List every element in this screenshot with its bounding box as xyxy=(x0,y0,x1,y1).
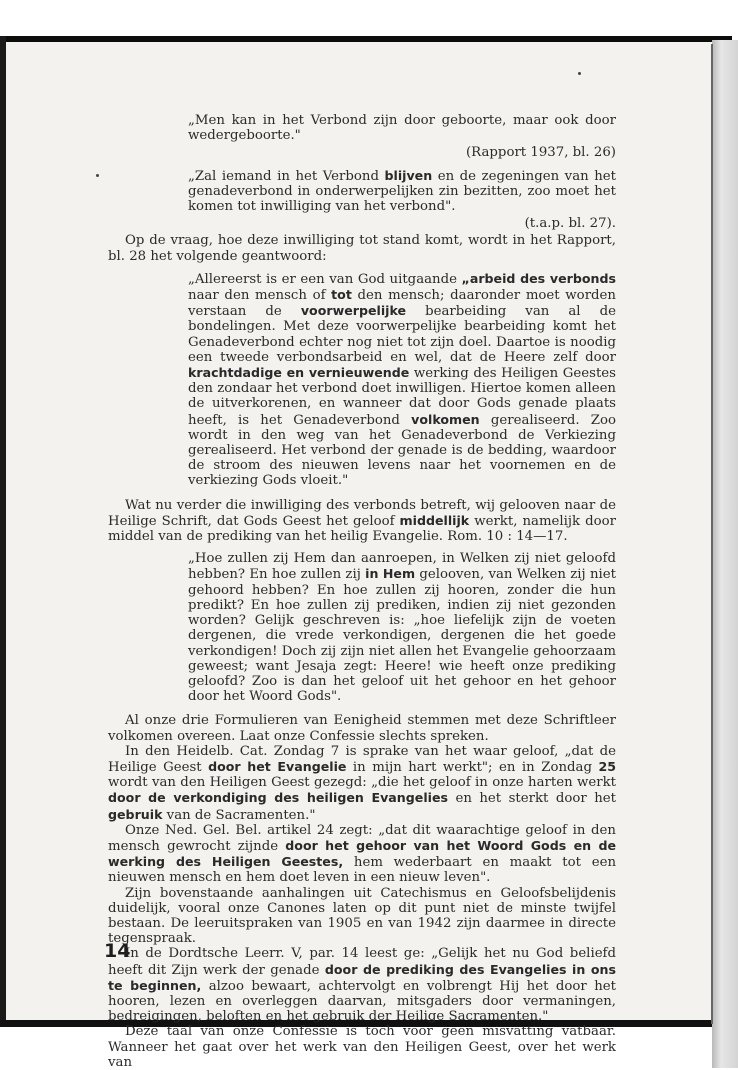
emphasis-text: middellijk xyxy=(399,512,470,528)
emphasis-text: tot xyxy=(331,287,352,303)
book-edge xyxy=(712,40,738,1068)
emphasis-text: door het gehoor van het Woord Gods en de werking des Heiligen Geestes, xyxy=(108,837,616,870)
emphasis-text: 25 xyxy=(598,758,616,774)
text-run: werking des Heiligen Geestes den zondaar het verbond doet inwilligen. Hiertoe komen alleen de uitverkorenen, en wanneer dat door Gods genade plaats heeft, is het Genadeverbond xyxy=(188,366,616,428)
text-run: In den Heidelb. Cat. Zondag 7 is sprake van het waar geloof, „dat de Heilige Geest xyxy=(108,743,616,775)
text-run: en het sterkt door het xyxy=(448,791,616,807)
text-run: naar den mensch of xyxy=(188,288,332,304)
text-run: In de Dordtsche Leerr. V, par. 14 leest ge: „Gelijk het nu God beliefd heeft dit Zijn werk der genade xyxy=(108,946,616,978)
quote-verbond-blijven xyxy=(188,168,616,215)
emphasis-text: door de verkondiging des heiligen Evangelies xyxy=(108,790,448,806)
paragraph-geloofsbelijdenis xyxy=(108,823,616,886)
text-run: den mensch; daaronder moet worden verstaan de xyxy=(188,288,616,320)
paragraph-heidelbergse-catechismus xyxy=(108,744,616,823)
text-run: in mijn hart werkt"; en in Zondag xyxy=(346,759,599,775)
speck-mark xyxy=(578,72,581,75)
text-run: gerealiseerd. Zoo wordt in den weg van het Genadeverbond de Verkiezing gerealiseerd. Het verbond der genade is de bedding, waardoor de stroom des nieuwen levens naar het voornemen en de verkiezing Gods vloeit." xyxy=(188,412,617,489)
scan-border-top xyxy=(0,36,732,42)
emphasis-text: door het Evangelie xyxy=(208,758,347,774)
text-run: van de Sacramenten." xyxy=(162,807,316,823)
text-run: Onze Ned. Gel. Bel. artikel 24 zegt: „dat dit waarachtige geloof in den mensch gewrocht zijnde xyxy=(108,822,616,854)
page-content xyxy=(108,113,616,1070)
emphasis-text: gebruik xyxy=(108,806,163,822)
emphasis-text: blijven xyxy=(384,167,433,183)
text-run: alzoo bewaart, achtervolgt en volbrengt Hij het door het hooren, lezen en overleggen daarvan, mitsgaders door vermaningen, bedreigingen, beloften en het gebruik der Heilige Sacramenten." xyxy=(108,978,616,1025)
quote-romeinen-10 xyxy=(188,551,616,704)
speck-mark xyxy=(96,174,99,177)
reference-rapport-1937: (Rapport 1937, bl. 26) xyxy=(465,145,616,161)
page-fold-line xyxy=(711,44,713,1024)
emphasis-text: volkomen xyxy=(411,411,480,427)
quote-rapport-1937: „Men kan in het Verbond zijn door geboorte, maar ook door wedergeboorte." xyxy=(188,113,616,144)
text-run: „Zal iemand in het Verbond xyxy=(188,168,385,184)
emphasis-text: in Hem xyxy=(365,566,416,582)
paragraph-confessie: Deze taal van onze Confessie is toch voor geen misvatting vatbaar. Wanneer het gaat over het werk van den Heiligen Geest, over het werk van xyxy=(108,1024,616,1070)
quote-arbeid-des-verbonds xyxy=(188,271,616,489)
text-run: wordt van den Heiligen Geest gezegd: „die het geloof in onze harten werkt xyxy=(108,775,616,791)
text-run: gelooven, van Welken zij niet gehoord hebben? En hoe zullen zij hooren, zonder die hun predikt? En hoe zullen zij prediken, indien zij niet gezonden worden? Gelijk geschreven is: „hoe liefelijk zijn de voeten dergenen, die vrede verkondigen, dergenen die het goede verkondigen! Doch zij zijn niet allen het Evangelie gehoorzaam geweest; want Jesaja zegt: Heere! wie heeft onze prediking geloofd? Zoo is dan het geloof uit het gehoor en het gehoor door het Woord Gods". xyxy=(188,567,617,705)
text-run: „Hoe zullen zij Hem dan aanroepen, in Welken zij niet geloofd hebben? En hoe zullen zij xyxy=(188,551,616,583)
text-run: bearbeiding van al de bondelingen. Met deze voorwerpelijke bearbeiding komt het Genadeverbond echter nog niet tot zijn doel. Daartoe is noodig een tweede verbondsarbeid en wel, dat de Heere zelf door xyxy=(188,304,616,365)
paragraph-formulieren: Al onze drie Formulieren van Eenigheid stemmen met deze Schriftleer volkomen overeen. Laat onze Confessie slechts spreken. xyxy=(108,713,616,744)
scan-border-left xyxy=(0,36,6,1026)
text-run: Wat nu verder die inwilliging des verbonds betreft, wij gelooven naar de Heilige Schrift, dat Gods Geest het geloof xyxy=(108,497,616,529)
scan-background xyxy=(0,0,738,34)
emphasis-text: krachtdadige en vernieuwende xyxy=(188,365,410,381)
paragraph-canones: Zijn bovenstaande aanhalingen uit Catechismus en Geloofsbelijdenis duidelijk, vooral onze Canones laten op dit punt niet de minste twijfel bestaan. De leeruitspraken van 1905 en van 1942 zijn daarmee in directe tegenspraak. xyxy=(108,885,616,947)
emphasis-text: „arbeid des verbonds xyxy=(461,270,616,286)
reference-tap-27: (t.a.p. bl. 27). xyxy=(524,216,616,232)
text-run: hem wederbaart en maakt tot een nieuwen mensch en hem doet leven in een nieuw leven". xyxy=(108,855,617,886)
emphasis-text: voorwerpelijke xyxy=(300,303,407,319)
text-run: werkt, namelijk door middel van de prediking van het heilig Evangelie. Rom. 10 : 14—17. xyxy=(108,513,616,545)
paragraph-vraag-inwilliging: Op de vraag, hoe deze inwilliging tot stand komt, wordt in het Rapport, bl. 28 het volgende geantwoord: xyxy=(108,233,616,264)
page-number: 14 xyxy=(104,940,131,962)
text-run: „Allereerst is er een van God uitgaande xyxy=(188,271,462,287)
text-run: en de zegeningen van het genadeverbond in onderwerpelijken zin bezitten, zoo moet het komen tot inwilliging van het verbond". xyxy=(188,168,616,215)
paragraph-dordtsche-leerregels xyxy=(108,946,616,1024)
emphasis-text: door de prediking des Evangelies in ons te beginnen, xyxy=(108,961,616,993)
paragraph-middellijk xyxy=(108,498,616,545)
